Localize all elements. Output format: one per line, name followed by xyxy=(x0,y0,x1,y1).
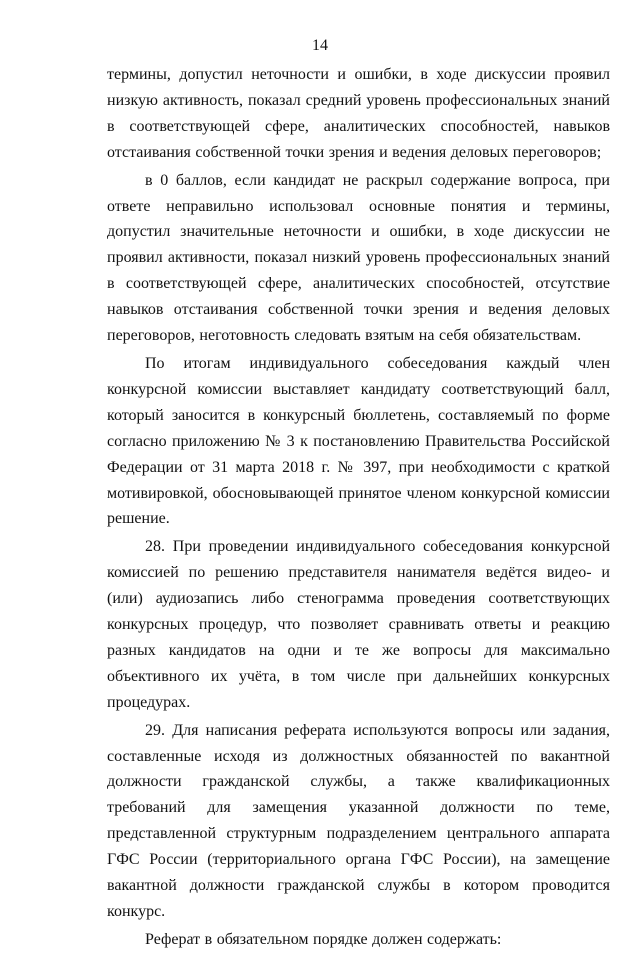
paragraph-scoring-average: термины, допустил неточности и ошибки, в ходе дискуссии проявил низкую активность, показал средний уровень профессиональных знаний в соответствующей сфере, аналитических способностей, навыков отстаивания собственной точки зрения и ведения деловых переговоров; xyxy=(107,66,610,161)
page-number: 14 xyxy=(312,37,328,54)
paragraph-interview-results: По итогам индивидуального собеседования каждый член конкурсной комиссии выставляет кандидату соответствующий балл, который заносится в конкурсный бюллетень, составляемый по форме согласно приложению № 3 к постановлению Правительства Российской Федерации от 31 марта 2018 г. № 397, при необходимости с краткой мотивировкой, обосновывающей принятое членом конкурсной комиссии решение. xyxy=(107,354,610,528)
paragraph-scoring-zero: в 0 баллов, если кандидат не раскрыл содержание вопроса, при ответе неправильно использовал основные понятия и термины, допустил значительные неточности и ошибки, в ходе дискуссии не проявил активности, показал низкий уровень профессиональных знаний в соответствующей сфере, аналитических способностей, отсутствие навыков отстаивания собственной точки зрения и ведения деловых переговоров, неготовность следовать взятым на себя обязательствам. xyxy=(107,171,610,345)
paragraph-item-29: 29. Для написания реферата используются вопросы или задания, составленные исходя из должностных обязанностей по вакантной должности гражданской службы, а также квалификационных требований для замещения указанной должности по теме, представленной структурным подразделением центрального аппарата ГФС России (территориального органа ГФС России), на замещение вакантной должности гражданской службы в котором проводится конкурс. xyxy=(107,721,610,920)
paragraph-essay-requirements: Реферат в обязательном порядке должен содержать: xyxy=(145,930,502,948)
paragraph-item-28: 28. При проведении индивидуального собеседования конкурсной комиссией по решению представителя нанимателя ведётся видео- и (или) аудиозапись либо стенограмма проведения соответствующих конкурсных процедур, что позволяет сравнивать ответы и реакцию разных кандидатов на одни и те же вопросы для максимально объективного их учёта, в том числе при дальнейших конкурсных процедурах. xyxy=(107,538,610,711)
document-body xyxy=(107,62,610,953)
